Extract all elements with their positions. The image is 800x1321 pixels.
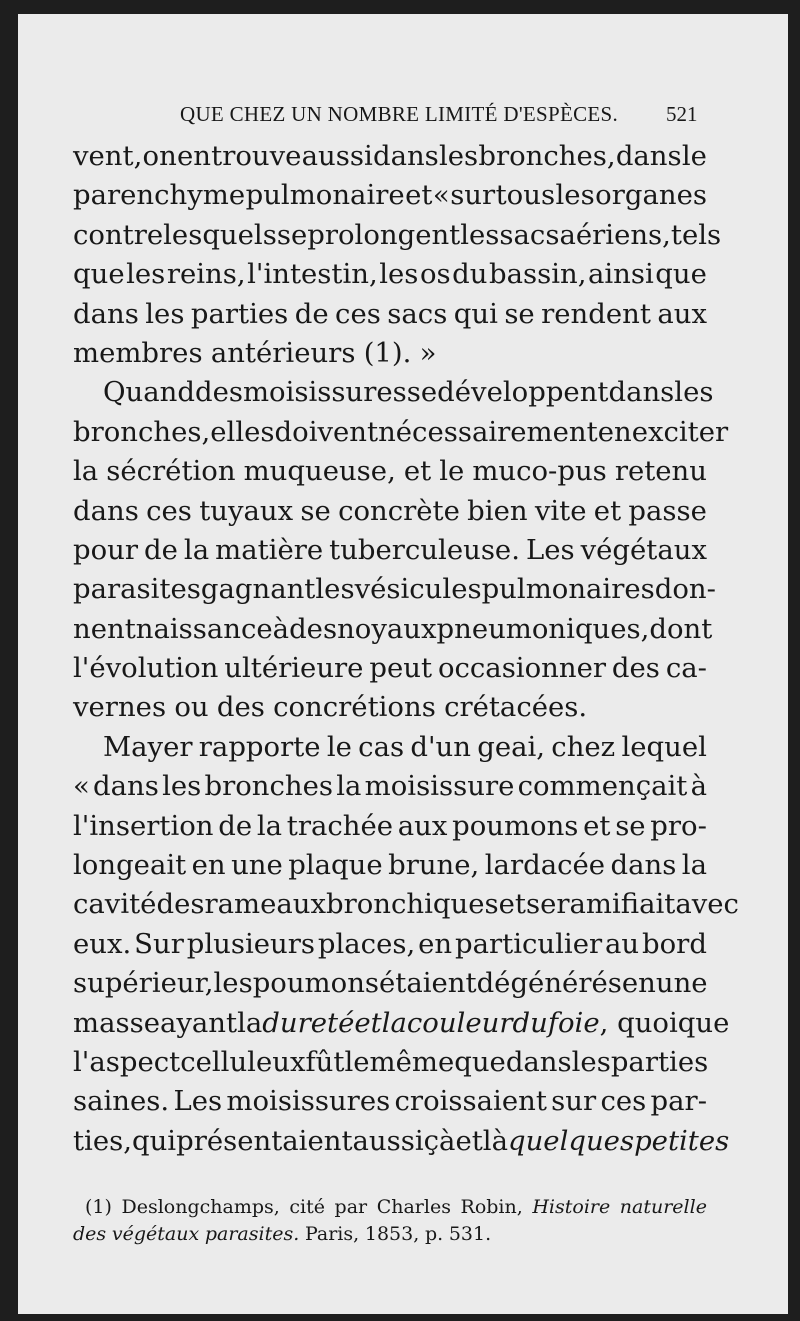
text-line: eux. Sur plusieurs places, en particulier au bord — [73, 927, 707, 960]
text-line: supérieur, les poumons étaient dégénérés en une — [73, 967, 708, 1000]
footnote-line: des végétaux parasites. Paris, 1853, p. 531. — [73, 1223, 492, 1245]
text-line: saines. Les moisissures croissaient sur ces par- — [73, 1085, 707, 1118]
text-line: Mayer rapporte le cas d'un geai, chez lequel — [103, 730, 707, 763]
text-line: Quand des moisissures se développent dans les — [103, 376, 714, 409]
text-line: ties, qui présentaient aussi çà et là quelques petites — [73, 1124, 730, 1157]
text-line: l'évolution ultérieure peut occasionner des ca- — [73, 652, 707, 685]
footnote-line: (1) Deslongchamps, cité par Charles Robin, Histoire naturelle — [85, 1196, 707, 1218]
text-line: cavité des rameaux bronchiques et se ramifiait avec — [73, 888, 739, 921]
text-line: bronches, elles doivent nécessairement en exciter — [73, 415, 729, 448]
page-number: 521 — [666, 102, 698, 126]
text-line: membres antérieurs (1). » — [73, 336, 437, 369]
text-line: masse ayant la dureté et la couleur du foie , quoique — [73, 1006, 730, 1039]
text-line: nent naissance à des noyaux pneumoniques, dont — [73, 612, 713, 645]
text-line: la sécrétion muqueuse, et le muco-pus retenu — [73, 455, 707, 488]
body-text — [73, 137, 739, 1161]
running-head: QUE CHEZ UN NOMBRE LIMITÉ D'ESPÈCES. — [180, 102, 619, 126]
text-line: vernes ou des concrétions crétacées. — [73, 691, 588, 724]
text-line: dans les parties de ces sacs qui se rendent aux — [73, 297, 707, 330]
text-line: pour de la matière tuberculeuse. Les végétaux — [73, 533, 707, 566]
text-line: contre lesquels se prolongent les sacs aériens, tels — [73, 218, 722, 251]
text-line: parenchyme pulmonaire et « sur tous les organes — [73, 179, 707, 212]
book-page — [18, 14, 788, 1314]
text-line: vent, on en trouve aussi dans les bronches, dans le — [73, 140, 707, 172]
footnote — [73, 1194, 707, 1248]
text-line: que les reins, l'intestin, les os du bassin, ainsi que — [73, 258, 707, 291]
text-line: parasites gagnant les vésicules pulmonaires don- — [73, 573, 716, 606]
text-line: dans ces tuyaux se concrète bien vite et passe — [73, 494, 707, 527]
text-line: l'insertion de la trachée aux poumons et se pro- — [73, 809, 707, 842]
page-header — [18, 102, 788, 132]
text-line: longeait en une plaque brune, lardacée dans la — [73, 849, 707, 882]
text-line: l'aspect celluleux fût le même que dans les parties — [73, 1045, 709, 1078]
text-line: « dans les bronches la moisissure commençait à — [73, 770, 707, 803]
